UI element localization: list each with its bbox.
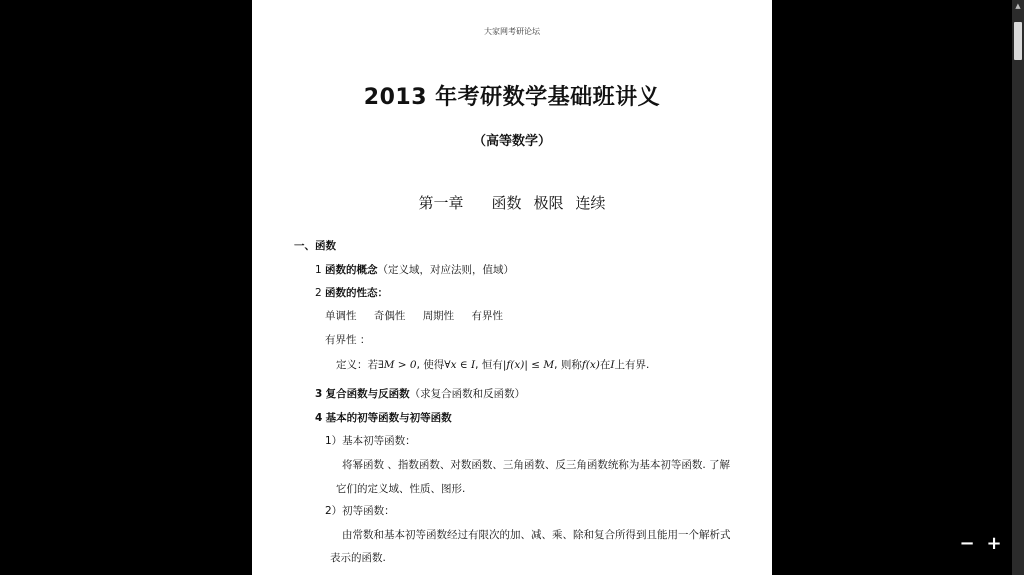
property-monotonic: 单调性 (325, 310, 357, 322)
bounded-label: 有界性 ： (325, 334, 371, 346)
def-prefix: 定义：若 (336, 359, 378, 371)
item-4-bold: 基本的初等函数与初等函数 (325, 412, 452, 424)
item-4-num: 4 (315, 412, 323, 424)
item-1-num: 1 (315, 264, 322, 276)
item-3-bold: 复合函数与反函数 (325, 388, 410, 400)
def-cond-interval: I (610, 359, 615, 371)
def-mid-3: , 则称 (554, 359, 582, 371)
def-cond-forall: ∀x ∈ I (444, 359, 476, 371)
item-1-rest: （定义域，对应法则，值域） (377, 264, 515, 276)
bounded-definition (336, 357, 649, 372)
property-bounded: 有界性 (471, 310, 504, 322)
chapter-name-3: 连续 (575, 194, 606, 212)
def-mid-1: , 使得 (416, 359, 445, 371)
def-mid-2: , 恒有 (475, 359, 503, 371)
item-1-bold: 函数的概念 (325, 264, 378, 276)
sub-1-text-b: 它们的定义域、性质、图形. (336, 483, 466, 495)
sub-2-text-b: 表示的函数. (330, 552, 386, 564)
chapter-name-2: 极限 (533, 194, 564, 212)
sub-2-text-a: 由常数和基本初等函数经过有限次的加、减、乘、除和复合所得到且能用一个解析式 (342, 529, 731, 541)
def-mid-4: 在 (599, 359, 611, 371)
properties-row (325, 308, 503, 323)
def-cond-fx: f(x) (581, 359, 600, 371)
def-suffix: 上有界. (614, 359, 650, 371)
item-2 (315, 285, 388, 300)
item-2-num: 2 (315, 287, 322, 299)
item-3-num: 3 (315, 388, 323, 400)
document-subtitle: （高等数学） (472, 134, 551, 149)
chapter-name-1: 函数 (491, 194, 522, 212)
zoom-out-button[interactable]: − (959, 533, 975, 554)
item-3 (315, 386, 525, 401)
document-page (252, 0, 772, 575)
chapter-number: 第一章 (418, 194, 464, 212)
def-cond-abs: |f(x)| ≤ M (502, 359, 555, 371)
def-cond-exists: ∃M > 0 (378, 359, 417, 371)
scroll-thumb[interactable] (1014, 22, 1022, 60)
item-2-bold: 函数的性态： (325, 287, 389, 299)
vertical-scrollbar[interactable] (1012, 0, 1024, 575)
item-4 (315, 410, 452, 425)
page-header: 大家网考研论坛 (484, 27, 540, 36)
section-heading: 一、函数 (294, 240, 336, 252)
chapter-heading (252, 192, 772, 213)
document-title: 2013 年考研数学基础班讲义 (363, 85, 661, 110)
item-3-rest: （求复合函数和反函数） (409, 388, 526, 400)
subheading-1: 1）基本初等函数： (325, 435, 416, 447)
scroll-up-icon[interactable]: ▲ (1015, 2, 1021, 10)
property-periodic: 周期性 (422, 310, 455, 322)
zoom-in-button[interactable]: + (986, 533, 1002, 554)
subheading-2: 2）初等函数： (325, 505, 395, 517)
property-parity: 奇偶性 (373, 310, 406, 322)
item-1 (315, 262, 514, 277)
sub-1-text-a: 将幂函数 、指数函数、对数函数、三角函数、反三角函数统称为基本初等函数. 了解 (342, 459, 731, 471)
